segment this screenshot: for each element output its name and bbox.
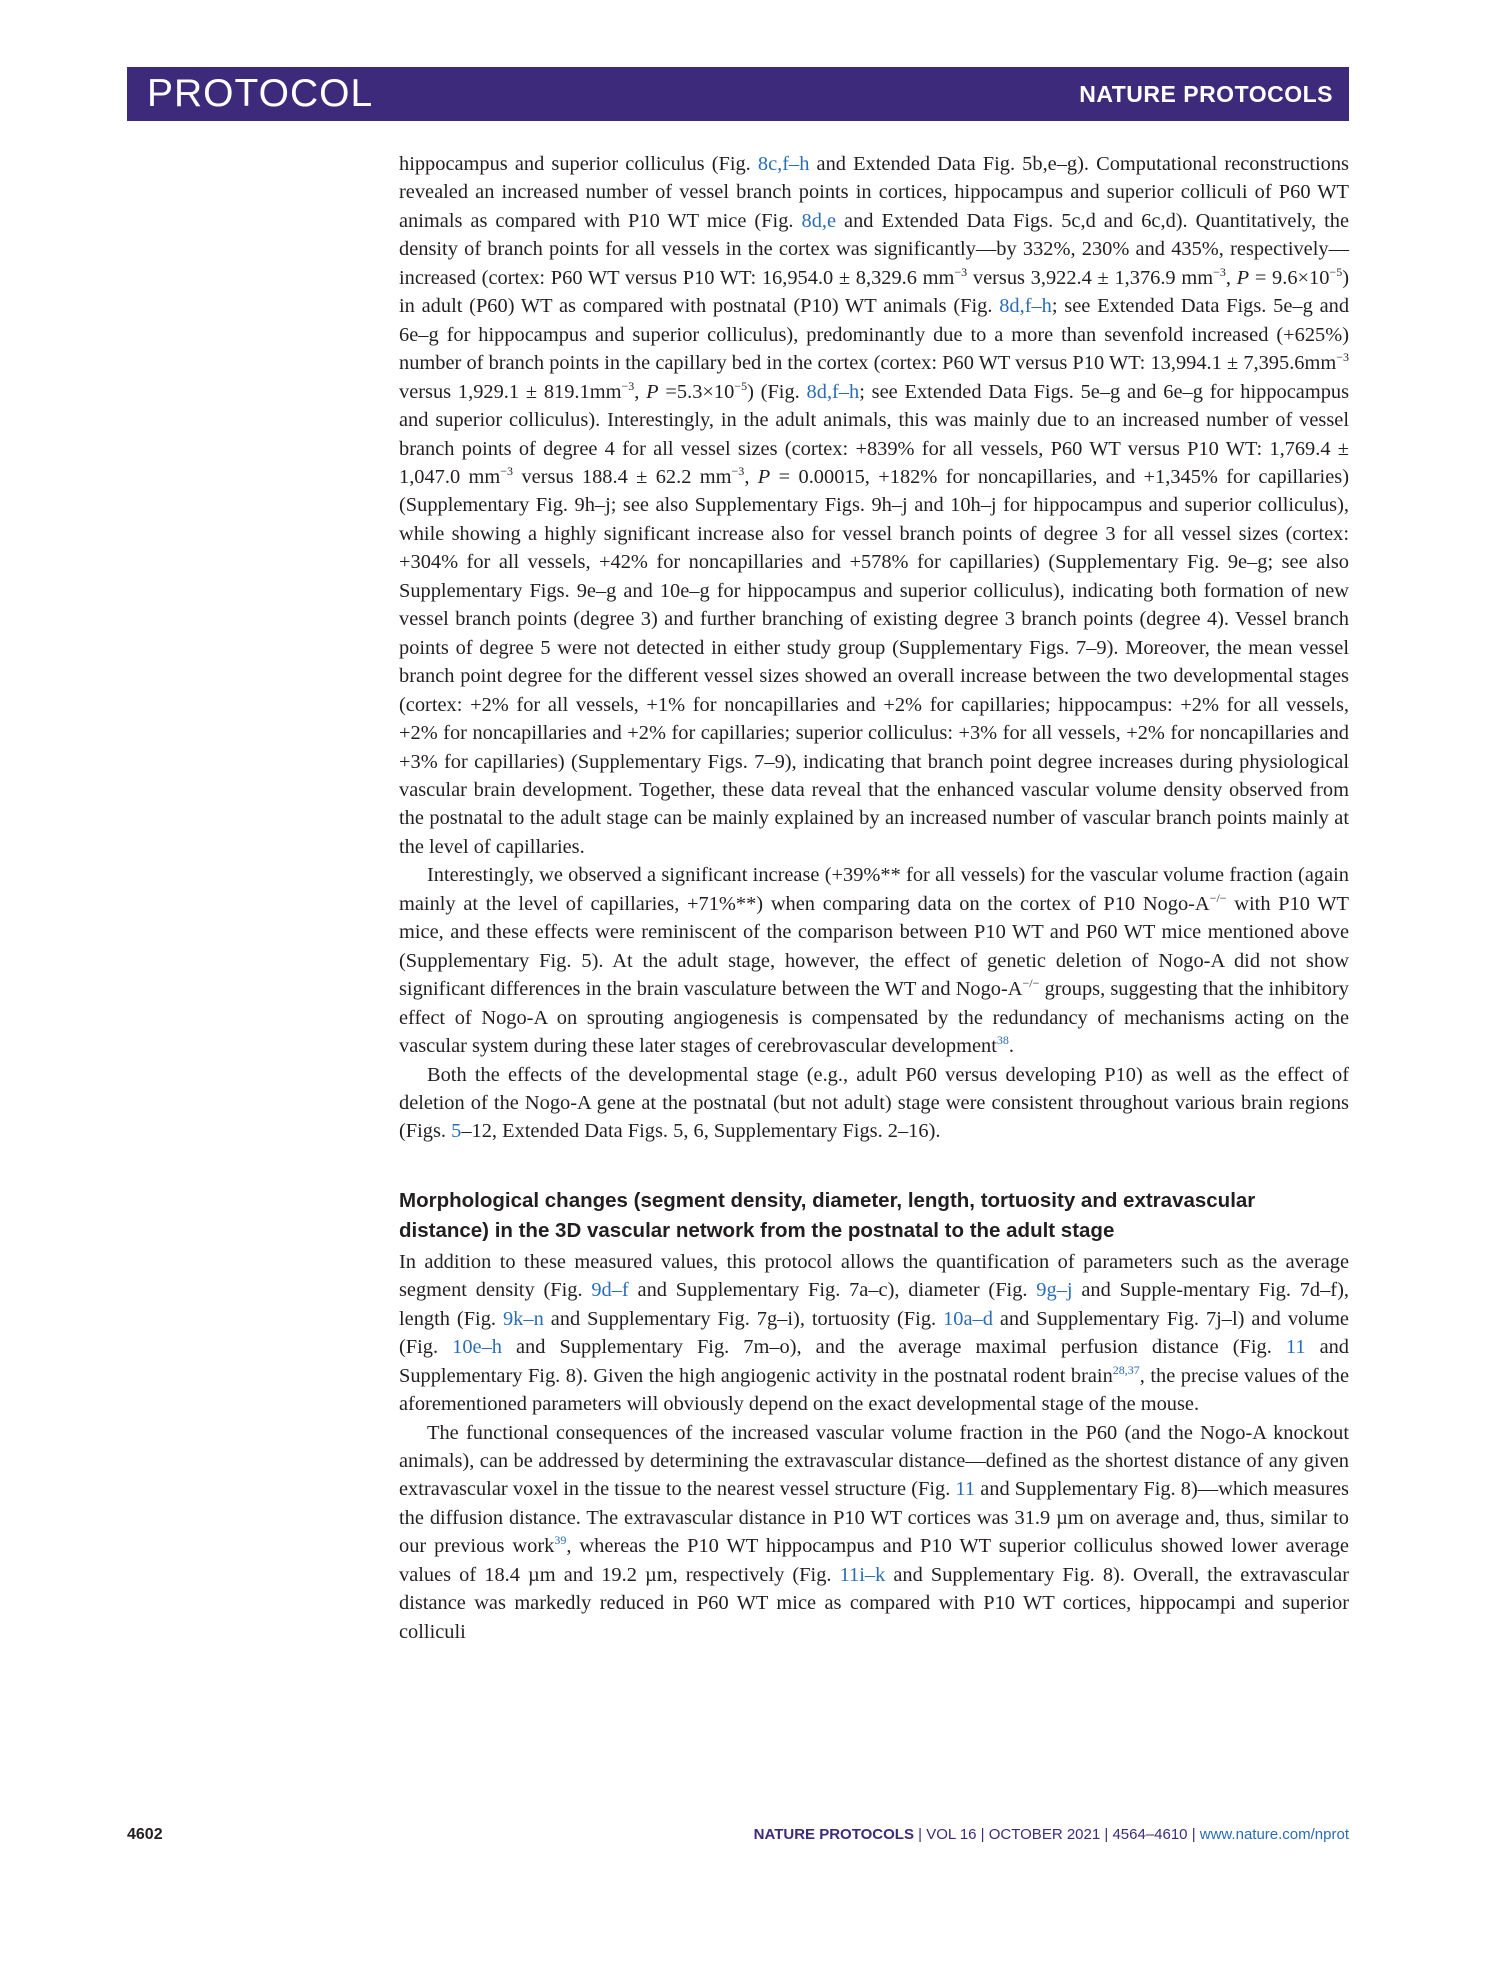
figure-link[interactable]: 10a–d	[943, 1307, 993, 1330]
footer-url[interactable]: www.nature.com/nprot	[1199, 1826, 1349, 1843]
figure-link[interactable]: 11	[1285, 1336, 1306, 1359]
figure-link[interactable]: 39	[554, 1533, 567, 1548]
footer-date: OCTOBER 2021	[988, 1826, 1101, 1843]
figure-link[interactable]: 9k–n	[502, 1307, 544, 1330]
footer-citation: NATURE PROTOCOLS | VOL 16 | OCTOBER 2021 | 4564–4610 | www.nature.com/nprot	[753, 1826, 1349, 1843]
section-heading: Morphological changes (segment density, diameter, length, tortuosity and extravascular distance) in the 3D vascular network from the postnatal to the adult stage	[399, 1188, 1256, 1242]
figure-link[interactable]: 8d,f–h	[999, 295, 1052, 318]
page-number: 4602	[127, 1826, 163, 1843]
journal-name: NATURE PROTOCOLS	[1079, 81, 1333, 107]
paragraph-3: Both the effects of the developmental stage (e.g., adult P60 versus developing P10) as well as the effect of deletion of the Nogo-A gene at the postnatal (but not adult) stage were consistent throughout various brain regions (Figs. 5–12, Extended Data Figs. 5, 6, Supplementary Figs. 2–16).	[399, 1063, 1349, 1143]
figure-link[interactable]: 28,37	[1112, 1362, 1140, 1377]
figure-link[interactable]: 11	[955, 1478, 976, 1501]
figure-link[interactable]: 38	[996, 1033, 1009, 1048]
header-bar	[127, 67, 1349, 121]
paragraph-5: The functional consequences of the increased vascular volume fraction in the P60 (and the Nogo-A knockout animals), can be addressed by determining the extravascular distance—defined as the shortest distance of any given extravascular voxel in the tissue to the nearest vessel structure (Fig. 11 and Supplementary Fig. 8)—which measures the diffusion distance. The extravascular distance in P10 WT cortices was 31.9 µm on average and, thus, similar to our previous work$^{39}$, whereas the P10 WT hippocampus and P10 WT superior colliculus showed lower average values of 18.4 µm and 19.2 µm, respectively (Fig. 11i–k and Supplementary Fig. 8). Overall, the extravascular distance was markedly reduced in P60 WT mice as compared with P10 WT cortices, hippocampi and superior colliculi	[399, 1421, 1349, 1643]
paragraph-2: Interestingly, we observed a significant increase (+39%** for all vessels) for the vascular volume fraction (again mainly at the level of capillaries, +71%**) when comparing data on the cortex of P10 Nogo-A−/− with P10 WT mice, and these effects were reminiscent of the comparison between P10 WT and P60 WT mice mentioned above (Supplementary Fig. 5). At the adult stage, however, the effect of genetic deletion of Nogo-A did not show significant differences in the brain vasculature between the WT and Nogo-A−/− groups, suggesting that the inhibitory effect of Nogo-A on sprouting angiogenesis is compensated by the redundancy of mechanisms acting on the vascular system during these later stages of cerebrovascular development$^{38}$.	[399, 864, 1350, 1058]
paragraph-4: In addition to these measured values, this protocol allows the quantification of parameters such as the average segment density (Fig. 9d–f and Supplementary Fig. 7a–c), diameter (Fig. 9g–j and Supple-mentary Fig. 7d–f), length (Fig. 9k–n and Supplementary Fig. 7g–i), tortuosity (Fig. 10a–d and Supplementary Fig. 7j–l) and volume (Fig. 10e–h and Supplementary Fig. 7m–o), and the average maximal perfusion distance (Fig. 11 and Supplementary Fig. 8). Given the high angiogenic activity in the postnatal rodent brain$^{28,37}$, the precise values of the aforementioned parameters will obviously depend on the exact developmental stage of the mouse.	[399, 1250, 1350, 1416]
figure-link[interactable]: 5	[451, 1120, 462, 1143]
body-column	[399, 150, 1349, 1646]
figure-link[interactable]: 8d,f–h	[806, 380, 860, 403]
footer-journal: NATURE PROTOCOLS	[753, 1826, 914, 1843]
figure-link[interactable]: 11i–k	[839, 1563, 886, 1586]
figure-link[interactable]: 9g–j	[1036, 1279, 1073, 1302]
footer-pages: 4564–4610	[1112, 1826, 1188, 1843]
section-label: PROTOCOL	[147, 72, 374, 115]
figure-link[interactable]: 9d–f	[591, 1279, 629, 1302]
figure-link[interactable]: 10e–h	[452, 1336, 502, 1359]
footer-volume: VOL 16	[926, 1826, 977, 1843]
figure-link[interactable]: 8d,e	[801, 209, 837, 232]
figure-link[interactable]: 8c,f–h	[757, 153, 810, 175]
paragraph-1: hippocampus and superior colliculus (Fig. 8c,f–h and Extended Data Fig. 5b,e–g). Computational reconstructions revealed an increased number of vessel branch points in cortices, hippocampus and superior colliculi of P60 WT animals as compared with P10 WT mice (Fig. 8d,e and Extended Data Figs. 5c,d and 6c,d). Quantitatively, the density of branch points for all vessels in the cortex was significantly—by 332%, 230% and 435%, respectively—increased (cortex: P60 WT versus P10 WT: 16,954.0 ± 8,329.6 $mm^{-3}$ versus 3,922.4 ± 1,376.9 $mm^{-3}$, $P = 9.6\times 10^{-5}$) in adult (P60) WT as compared with postnatal (P10) WT animals (Fig. 8d,f–h; see Extended Data Figs. 5e–g and 6e–g for hippocampus and superior colliculus), predominantly due to a more than sevenfold increased (+625%) number of branch points in the capillary bed in the cortex (cortex: P60 WT versus P10 WT: $13,994.1 \pm 7,395.6mm^{-3}$ versus $1,929.1 \pm 819.1mm^{-3}$, $P =5.3\times 10^{-5}$) (Fig. 8d,f–h; see Extended Data Figs. 5e–g and 6e–g for hippocampus and superior colliculus). Interestingly, in the adult animals, this was mainly due to an increased number of vessel branch points of degree 4 for all vessel sizes (cortex: +839% for all vessels, P60 WT versus P10 WT: 1,769.4 ± 1,047.0 $mm^{-3}$ versus 188.4 ± 62.2 $mm^{-3}$, P = 0.00015, +182% for noncapillaries, and +1,345% for capillaries) (Supplementary Fig. 9h–j; see also Supplementary Figs. 9h–j and 10h–j for hippocampus and superior colliculus), while showing a highly significant increase also for vessel branch points of degree 3 for all vessel sizes (cortex: +304% for all vessels, +42% for noncapillaries and +578% for capillaries) (Supplementary Fig. 9e–g; see also Supplementary Figs. 9e–g and 10e–g for hippocampus and superior colliculus), indicating both formation of new vessel branch points (degree 3) and further branching of existing degree 3 branch points (degree 4). Vessel branch points of degree 5 were not detected in either study group (Supplementary Figs. 7–9). Moreover, the mean vessel branch point degree for the different vessel sizes showed an overall increase between the two developmental stages (cortex: +2% for all vessels, +1% for noncapillaries and +2% for capillaries; hippocampus: +2% for all vessels, +2% for noncapillaries and +2% for capillaries; superior colliculus: +3% for all vessels, +2% for noncapillaries and +3% for capillaries) (Supplementary Figs. 7–9), indicating that branch point degree increases during physiological vascular brain development. Together, these data reveal that the enhanced vascular volume density observed from the postnatal to the adult stage can be mainly explained by an increased number of vascular branch points mainly at the level of capillaries.	[399, 153, 1350, 858]
